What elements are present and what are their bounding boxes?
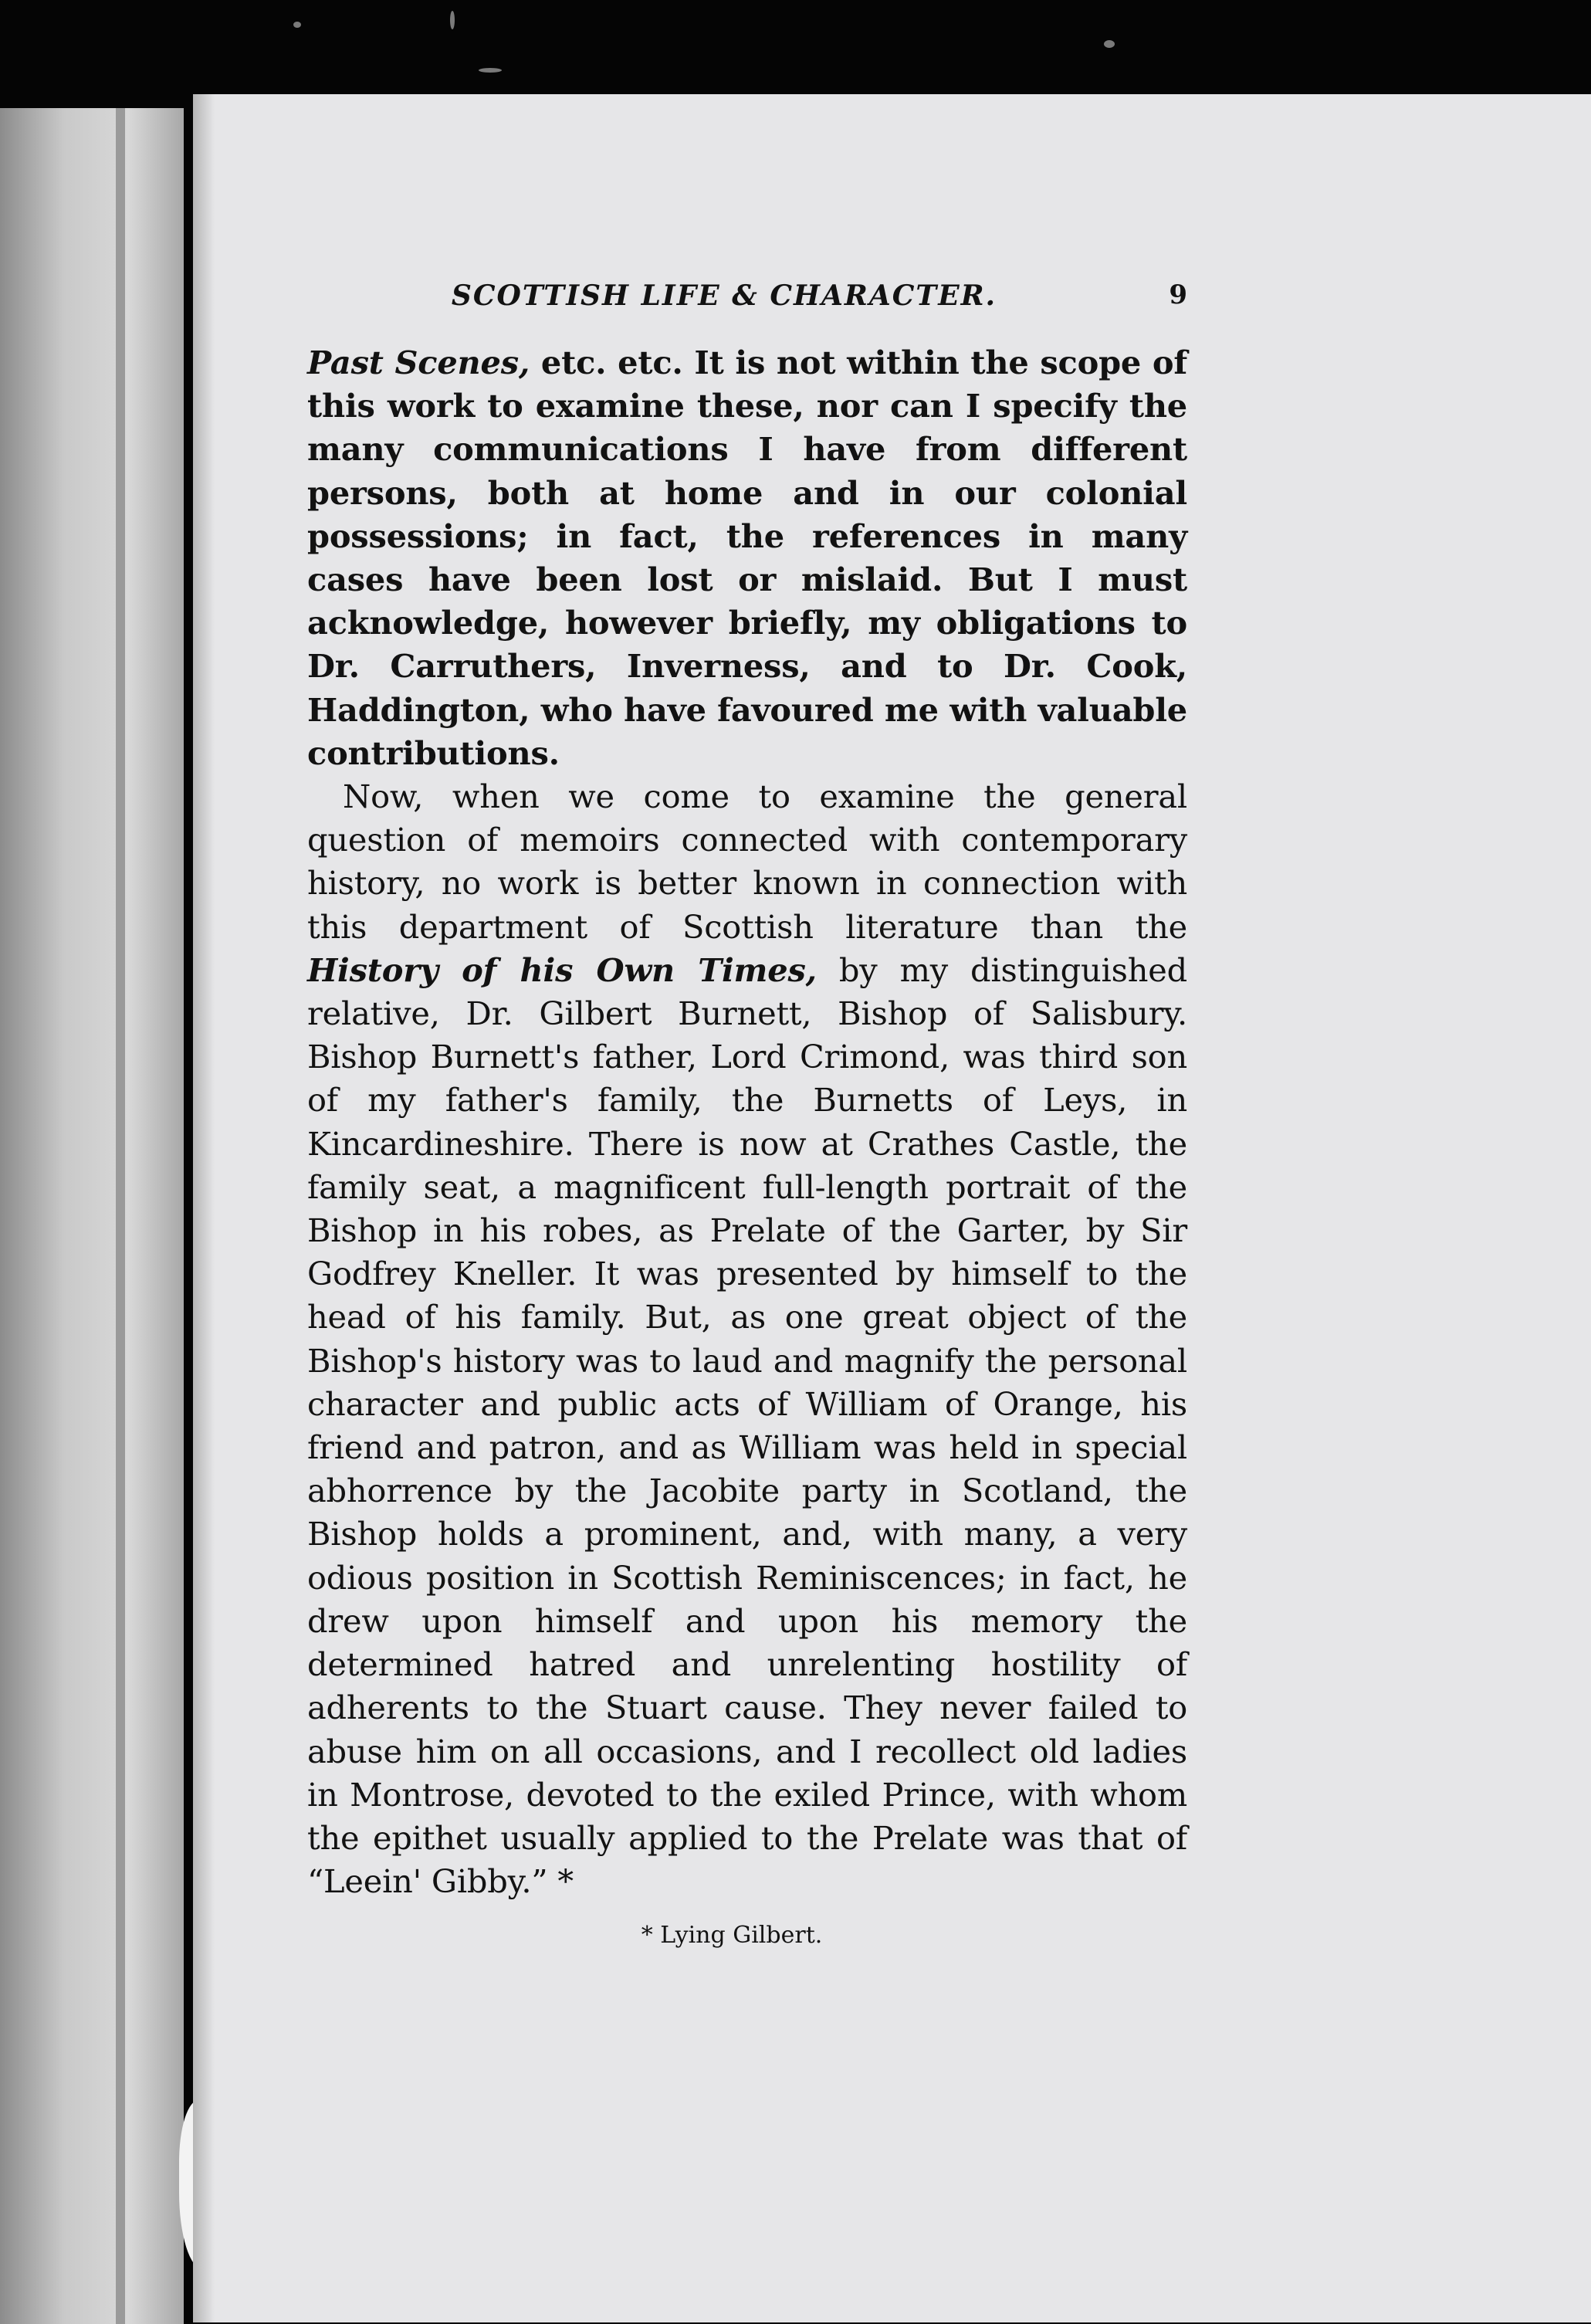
paragraph-2 [307, 775, 1187, 1903]
spine-edge [116, 108, 125, 2324]
paragraph-2-italic: History of his Own Times, [307, 950, 817, 989]
running-head-title: SCOTTISH LIFE & CHARACTER. [451, 279, 997, 312]
paragraph-1-italic: Past Scenes, [307, 344, 530, 381]
footnote: * Lying Gilbert. [641, 1922, 823, 1950]
paragraph-2-text-b: by my distinguished relative, Dr. Gilbert Burnett, Bishop of Salisbury. Bishop Burnett's father, Lord Crimond, was third son of my father's family, the Burnetts of Leys, in Kincardineshire. There is now at Crathes Castle, the family seat, a magnificent full-length portrait of the Bishop in his robes, as Prelate of the Garter, by Sir Godfrey Kneller. It was presented by himself to the head of his family. But, as one great object of the Bishop's history was to laud and magnify the personal character and public acts of William of Orange, his friend and patron, and as William was held in special abhorrence by the Jacobite party in Scotland, the Bishop holds a prominent, and, with many, a very odious position in Scottish Reminiscences; in fact, he drew upon himself and upon his memory the determined hatred and unrelenting hostility of adherents to the Stuart cause. They never failed to abuse him on all occasions, and I recollect old ladies in Montrose, devoted to the exiled Prince, with whom the epithet usually applied to the Prelate was that of “Leein' Gibby.” * [307, 950, 1187, 1901]
page-number: 9 [1169, 279, 1187, 310]
paragraph-1 [307, 341, 1187, 775]
page-text [307, 279, 1187, 1951]
paragraph-2-text-a: Now, when we come to examine the general question of memoirs connected with contemporary history, no work is better known in connection with this department of Scottish literature than the [307, 777, 1187, 946]
book-spine [0, 108, 184, 2324]
book-page [193, 94, 1591, 2322]
paragraph-1-text: etc. etc. It is not within the scope of this work to examine these, nor can I specify the many communications I have from different persons, both at home and in our colonial possessions; in fact, the references in many cases have been lost or mislaid. But I must acknowledge, however briefly, my obligations to Dr. Carruthers, Inverness, and to Dr. Cook, Haddington, who have favoured me with valuable contributions. [307, 344, 1187, 772]
running-head [307, 279, 1187, 341]
